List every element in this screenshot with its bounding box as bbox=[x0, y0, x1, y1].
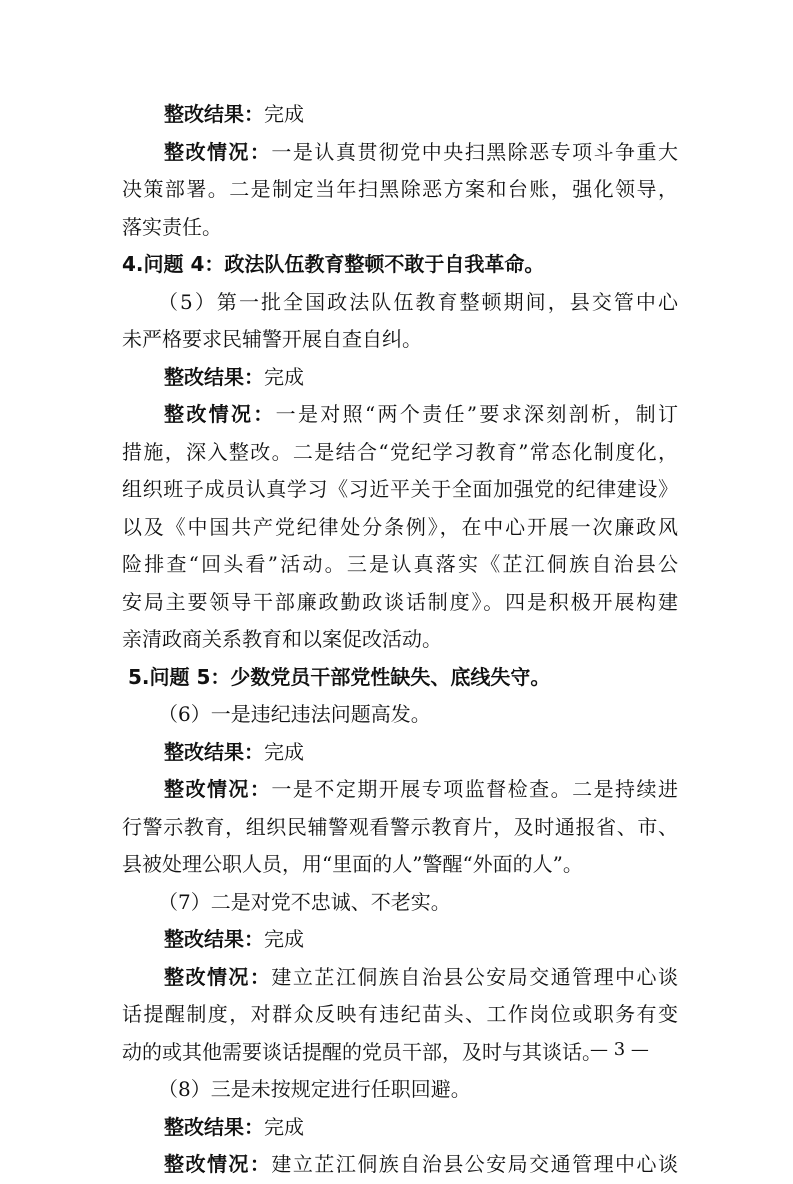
status-label: 整改情况： bbox=[164, 139, 272, 164]
status-line bbox=[122, 396, 678, 434]
text-line: 话提醒制度，对群众反映有违纪苗头、工作岗位或职务有变 bbox=[122, 1002, 678, 1026]
status-text: 一是对照“两个责任”要求深刻剖析，制订 bbox=[275, 402, 678, 426]
result-label: 整改结果： bbox=[164, 739, 264, 764]
result-line bbox=[122, 96, 678, 134]
result-value: 完成 bbox=[264, 739, 304, 764]
status-line bbox=[122, 1146, 678, 1184]
item-line: （5）第一批全国政法队伍教育整顿期间，县交管中心 bbox=[158, 289, 678, 314]
status-line bbox=[122, 959, 678, 997]
status-text: 建立芷江侗族自治县公安局交通管理中心谈 bbox=[271, 964, 679, 989]
result-line bbox=[122, 359, 678, 397]
text-line: 措施，深入整改。二是结合“党纪学习教育”常态化制度化， bbox=[122, 439, 678, 464]
status-label: 整改情况： bbox=[164, 402, 276, 426]
status-label: 整改情况： bbox=[164, 964, 272, 989]
problem-heading: 4.问题 4：政法队伍教育整顿不敢于自我革命。 bbox=[122, 252, 545, 276]
text-line: 亲清政商关系教育和以案促改活动。 bbox=[122, 627, 442, 651]
result-label: 整改结果： bbox=[164, 102, 264, 126]
text-line: 未严格要求民辅警开展自查自纠。 bbox=[122, 327, 422, 351]
result-line bbox=[122, 734, 678, 772]
result-value: 完成 bbox=[264, 1114, 304, 1139]
status-label: 整改情况： bbox=[164, 1152, 272, 1176]
page-number: — 3 — bbox=[590, 1039, 649, 1060]
text-line: 以及《中国共产党纪律处分条例》，在中心开展一次廉政风 bbox=[122, 514, 678, 539]
status-text: 一是不定期开展专项监督检查。二是持续进 bbox=[271, 777, 679, 801]
text-line: 决策部署。二是制定当年扫黑除恶方案和台账，强化领导， bbox=[122, 177, 678, 201]
text-line: 县被处理公职人员，用“里面的人”警醒“外面的人”。 bbox=[122, 852, 583, 876]
text-line: 险排查“回头看”活动。三是认真落实《芷江侗族自治县公 bbox=[122, 552, 678, 576]
text-line: 动的或其他需要谈话提醒的党员干部，及时与其谈话。 bbox=[122, 1039, 602, 1064]
status-label: 整改情况： bbox=[164, 777, 272, 801]
result-label: 整改结果： bbox=[164, 927, 264, 951]
result-value: 完成 bbox=[264, 364, 304, 389]
result-line bbox=[122, 921, 678, 959]
item-line: （8）三是未按规定进行任职回避。 bbox=[158, 1077, 471, 1101]
text-line: 行警示教育，组织民辅警观看警示教育片，及时通报省、市、 bbox=[122, 814, 678, 839]
item-line: （6）一是违纪违法问题高发。 bbox=[158, 702, 431, 726]
result-label: 整改结果： bbox=[164, 1114, 264, 1139]
status-line bbox=[122, 134, 678, 172]
status-text: 建立芷江侗族自治县公安局交通管理中心谈 bbox=[271, 1152, 679, 1176]
text-line: 落实责任。 bbox=[122, 214, 222, 239]
status-text: 一是认真贯彻党中央扫黑除恶专项斗争重大 bbox=[271, 139, 679, 164]
item-line: （7）二是对党不忠诚、不老实。 bbox=[158, 889, 451, 914]
result-value: 完成 bbox=[264, 927, 304, 951]
text-line: 组织班子成员认真学习《习近平关于全面加强党的纪律建设》 bbox=[122, 477, 678, 501]
result-label: 整改结果： bbox=[164, 364, 264, 389]
text-line: 安局主要领导干部廉政勤政谈话制度》。四是积极开展构建 bbox=[122, 589, 678, 614]
result-value: 完成 bbox=[264, 102, 304, 126]
document-body bbox=[122, 96, 678, 1184]
result-line bbox=[122, 1109, 678, 1147]
status-line bbox=[122, 771, 678, 809]
problem-heading: 5.问题 5：少数党员干部党性缺失、底线失守。 bbox=[128, 664, 551, 689]
